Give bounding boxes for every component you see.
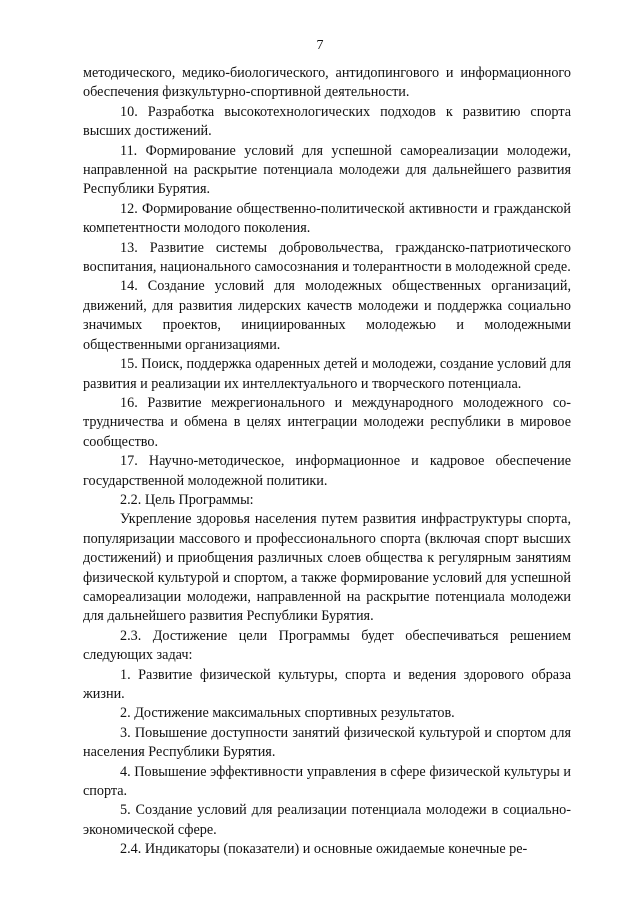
program-goal-text: Укрепление здоровья населения путем развития инфраструктуры спорта, популяризации массового и профессионального спорта (включая спорт высших достижений) и приобщения различных слоев общества к регулярным занятиям физической культурой и спортом, а также формирование условий для успешной самореализации молодежи, направленной на раскрытие потенциала молодежи для дальнейшего развития Республики Бурятия. <box>83 511 571 625</box>
section-heading-2-3: 2.3. Достижение цели Программы будет обеспечиваться решением следующих задач: <box>83 627 571 664</box>
body-text <box>83 64 571 860</box>
paragraph-continuation: методического, медико-биологического, антидопингового и информационного обеспечения физкультурно-спортивной деятельности. <box>83 65 571 101</box>
task-item-1: 1. Развитие физической культуры, спорта и ведения здорового образа жизни. <box>83 666 571 702</box>
paragraph-item-10: 10. Разработка высокотехнологических подходов к развитию спорта высших достижений. <box>83 103 571 140</box>
section-heading-2-2: 2.2. Цель Программы: <box>120 491 254 508</box>
paragraph-item-12: 12. Формирование общественно-политической активности и гражданской компетентности молодого поколения. <box>83 200 571 237</box>
task-item-2: 2. Достижение максимальных спортивных результатов. <box>120 705 455 722</box>
task-item-4: 4. Повышение эффективности управления в сфере физической культуры и спорта. <box>83 763 571 800</box>
task-item-5: 5. Создание условий для реализации потенциала молодежи в социально-экономической сфере. <box>83 802 571 838</box>
section-heading-2-4: 2.4. Индикаторы (показатели) и основные ожидаемые конечные ре- <box>120 841 528 858</box>
page-number: 7 <box>316 38 324 53</box>
paragraph-item-13: 13. Развитие системы добровольчества, гражданско-патриотического воспитания, национального самосознания и толерантности в молодежной среде. <box>83 239 571 276</box>
paragraph-item-11: 11. Формирование условий для успешной самореализации молодежи, направленной на раскрытие потенциала молодежи для дальнейшего развития Республики Бурятия. <box>83 142 571 198</box>
paragraph-item-14: 14. Создание условий для молодежных общественных организаций, движений, для развития лидерских качеств молодежи и поддержка социально значимых проектов, инициированных молодежью и молодежными общественными организациями. <box>83 278 571 353</box>
paragraph-item-16: 16. Развитие межрегионального и международного молодежного сотрудничества и обмена в целях интеграции молодежи республики в мировое сообщество. <box>83 394 571 450</box>
paragraph-item-17: 17. Научно-методическое, информационное и кадровое обеспечение государственной молодежной политики. <box>83 453 571 489</box>
task-item-3: 3. Повышение доступности занятий физической культурой и спортом для населения Республики Бурятия. <box>83 724 571 761</box>
paragraph-item-15: 15. Поиск, поддержка одаренных детей и молодежи, создание условий для развития и реализации их интеллектуального и творческого потенциала. <box>83 356 571 392</box>
